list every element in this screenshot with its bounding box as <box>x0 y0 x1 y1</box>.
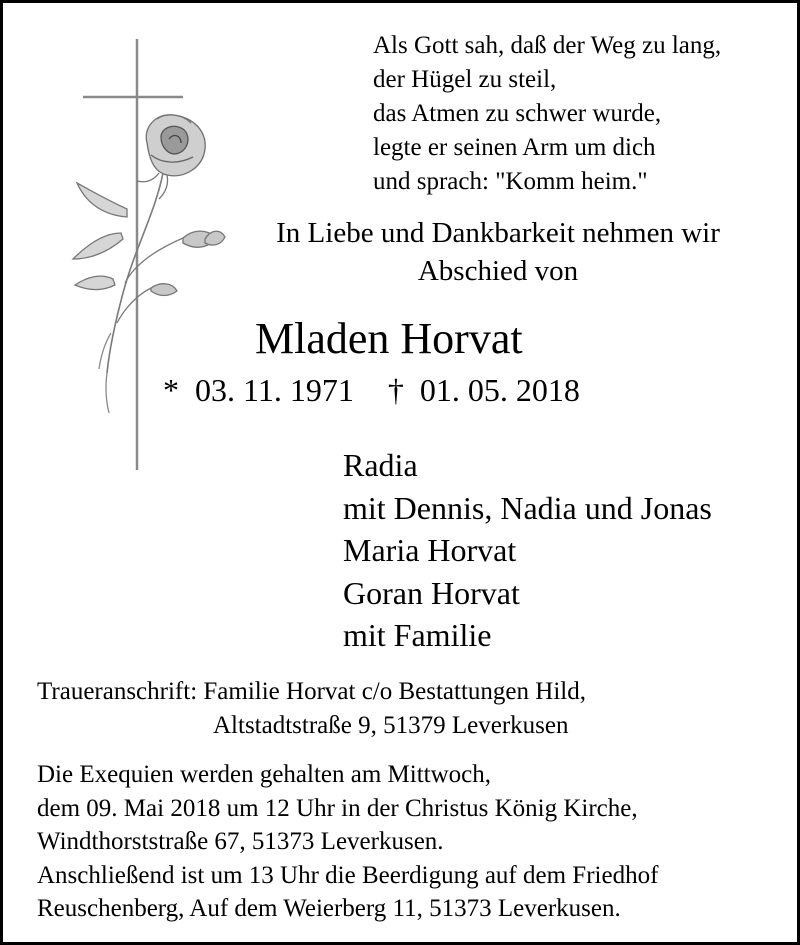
service-line: dem 09. Mai 2018 um 12 Uhr in der Christus König Kirche, <box>37 794 638 822</box>
service-line: Die Exequien werden gehalten am Mittwoch, <box>37 761 492 788</box>
poem-line: und sprach: "Komm heim." <box>373 168 648 195</box>
mourning-address-line: Traueranschrift: Familie Horvat c/o Bestattungen Hild, <box>37 678 586 705</box>
family-line: Radia <box>343 447 418 483</box>
poem-line: das Atmen zu schwer wurde, <box>373 100 662 127</box>
birth-star-icon: * <box>163 372 179 408</box>
family-line: Goran Horvat <box>343 574 520 611</box>
service-line: Reuschenberg, Auf dem Weierberg 11, 51373 Leverkusen. <box>37 895 621 922</box>
mourning-address <box>37 675 586 743</box>
poem-line: Als Gott sah, daß der Weg zu lang, <box>373 32 722 59</box>
family-line: mit Dennis, Nadia und Jonas <box>343 489 712 526</box>
service-line: Windthorststraße 67, 51373 Leverkusen. <box>37 828 444 855</box>
funeral-service-info <box>37 758 658 926</box>
intro-line: In Liebe und Dankbarkeit nehmen wir <box>276 217 720 249</box>
birth-date: 03. 11. 1971 <box>195 372 354 408</box>
life-dates <box>163 369 580 411</box>
mourning-address-line: Altstadtstraße 9, 51379 Leverkusen <box>213 712 569 739</box>
family-list <box>343 444 712 657</box>
service-line: Anschließend ist um 13 Uhr die Beerdigung auf dem Friedhof <box>37 861 659 889</box>
farewell-intro <box>183 214 800 290</box>
deceased-name: Mladen Horvat <box>255 314 523 363</box>
poem-line: legte er seinen Arm um dich <box>373 134 656 161</box>
family-line: Maria Horvat <box>343 532 517 568</box>
intro-line: Abschied von <box>417 255 579 287</box>
family-line: mit Familie <box>343 617 492 653</box>
death-cross-icon: † <box>387 372 404 408</box>
poem <box>373 29 721 199</box>
death-date: 01. 05. 2018 <box>419 372 580 408</box>
poem-line: der Hügel zu steil, <box>373 66 557 93</box>
